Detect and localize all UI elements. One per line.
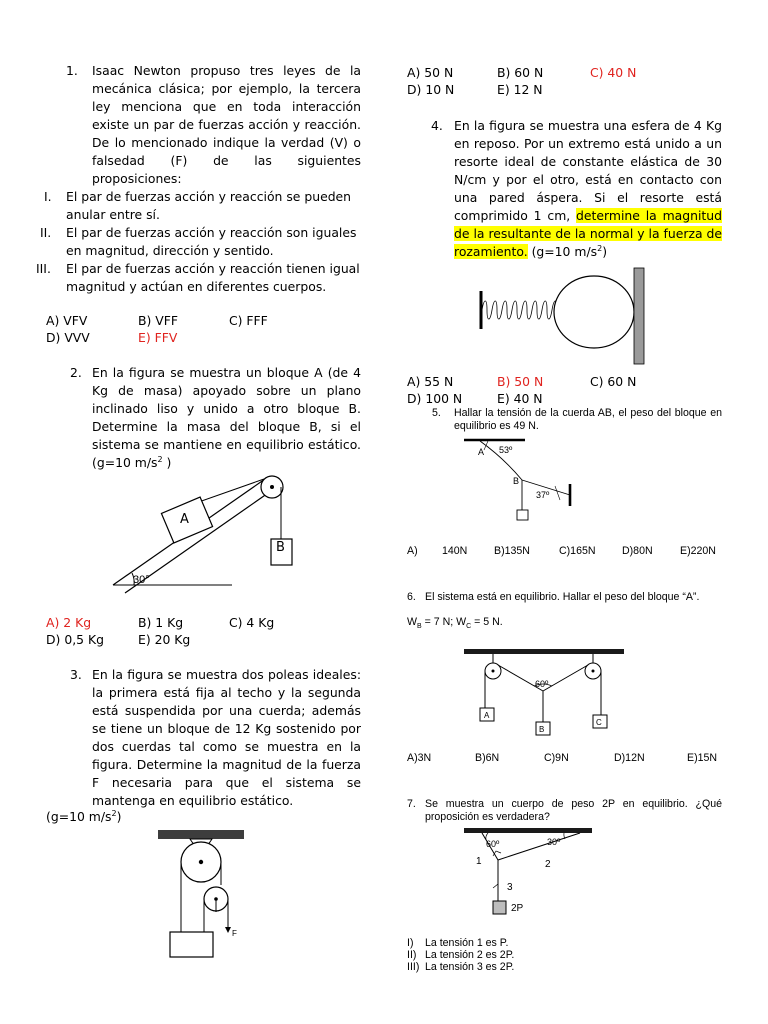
q7-strings-figure	[462, 826, 598, 920]
q7-angle-30: 30º	[547, 837, 561, 847]
q7-prop-2-num: II)	[407, 949, 417, 961]
q6-weights	[407, 616, 503, 629]
q7-block-label: 2P	[511, 903, 524, 914]
q1-prop-3-num: III.	[36, 261, 51, 276]
q1-text: Isaac Newton propuso tres leyes de la mecánica clásica; por ejemplo, la tercera ley menciona que en toda interacción existe un par de fuerzas acción y reacción. De lo mencionado indique la verdad (V) o falsedad (F) de las siguientes proposiciones:	[92, 63, 361, 186]
q2-option-d: D) 0,5 Kg	[46, 632, 104, 647]
q4-text-b: (g=10 m/s	[527, 244, 598, 259]
q7-prop-1: La tensión 1 es P.	[425, 937, 509, 949]
q3-text: En la figura se muestra dos poleas ideales: la primera está fija al techo y la segunda está suspendida por una cuerda; además se tiene un bloque de 12 Kg sostenido por dos cuerdas tal como se muestra en la figura. Determine la magnitud de la fuerza F necesaria para que el sistema se mantenga en equilibrio estático.	[92, 667, 361, 808]
q2-block-a-label: A	[180, 512, 189, 527]
q1-prop-1-num: I.	[44, 189, 52, 204]
q6-text: El sistema está en equilibrio. Hallar el peso del bloque “A”.	[425, 591, 700, 603]
q4-option-c: C) 60 N	[590, 374, 637, 389]
q6-angle-label: 60º	[535, 679, 549, 689]
q5-number: 5.	[432, 407, 441, 419]
q3-option-c-answer: C) 40 N	[590, 65, 637, 80]
q7-number: 7.	[407, 798, 416, 810]
q2-angle-label: 30°	[133, 574, 150, 586]
q2-text: En la figura se muestra un bloque A (de 4 Kg de masa) apoyado sobre un plano inclinado liso y unido a otro bloque B. Determine la masa del bloque B, si el sistema se mantiene en equilibrio estático. (g=10 $m/s^2$ )	[92, 365, 361, 470]
q6-number: 6.	[407, 591, 416, 603]
q6-block-c-label: C	[596, 718, 602, 727]
q1-number: 1.	[66, 63, 78, 78]
q6-block-a-label: A	[484, 711, 490, 720]
q5-option-a-value: 140N	[442, 545, 468, 557]
q7-prop-3: La tensión 3 es 2P.	[425, 961, 515, 973]
q6-option-d: D)12N	[614, 752, 645, 764]
q3-gravity-tail: )	[116, 809, 122, 824]
q1-option-b: B) VFF	[138, 313, 179, 328]
q5-option-e: E)220N	[680, 545, 716, 557]
q4-text-a: En la figura se muestra una esfera de 4 Kg en reposo. Por un extremo está unido a un resorte ideal de constante elástica de 30 N/cm y por el otro, está en contacto con una pared áspera. Si el resorte está comprimido 1 cm,	[454, 118, 722, 223]
q5-angle-53: 53º	[499, 445, 513, 455]
q6-option-e: E)15N	[687, 752, 718, 764]
q2-option-a-answer: A) 2 Kg	[46, 615, 92, 630]
q4-option-d: D) 100 N	[407, 391, 463, 406]
q6-weight-c-sub: C	[466, 623, 472, 631]
q4-sphere-spring-figure	[478, 264, 658, 368]
q2-incline-figure	[108, 466, 288, 590]
q7-prop-2: La tensión 2 es 2P.	[425, 949, 515, 961]
q7-prop-3-num: III)	[407, 961, 420, 973]
q1-option-e-answer: E) FFV	[138, 330, 178, 345]
q3-option-b: B) 60 N	[497, 65, 544, 80]
q2-number: 2.	[70, 365, 82, 380]
q4-option-e: E) 40 N	[497, 391, 543, 406]
q7-angle-60: 60º	[486, 839, 500, 849]
q4-number: 4.	[431, 118, 443, 133]
q3-option-d: D) 10 N	[407, 82, 455, 97]
q5-text: Hallar la tensión de la cuerda AB, el peso del bloque en equilibrio es 49 N.	[454, 407, 722, 432]
q4-text: En la figura se muestra una esfera de 4 Kg en reposo. Por un extremo está unido a un resorte ideal de constante elástica de 30 N/cm y por el otro, está en contacto con una pared áspera. Si el resorte está comprimido 1 cm, determine la magnitud de la resultante de la normal y la fuerza de rozamiento. (g=10 $m/s^2$)	[454, 118, 722, 259]
q3-pulley-figure	[158, 828, 258, 960]
q3-option-a: A) 50 N	[407, 65, 454, 80]
q7-prop-1-num: I)	[407, 937, 414, 949]
q6-weight-b-sub: B	[417, 623, 422, 631]
q6-option-a: A)3N	[407, 752, 432, 764]
q1-prop-3: El par de fuerzas acción y reacción tienen igual magnitud y actúan en diferentes cuerpos.	[66, 261, 360, 294]
q5-option-c: C)165N	[559, 545, 596, 557]
q2-text-main: En la figura se muestra un bloque A (de 4 Kg de masa) apoyado sobre un plano inclinado liso y unido a otro bloque B. Determine la masa del bloque B, si el sistema se mantiene en equilibrio estático. (g=10 m/s	[92, 365, 361, 470]
q2-option-e: E) 20 Kg	[138, 632, 191, 647]
q6-weights-w: W	[407, 616, 417, 628]
q1-option-a: A) VFV	[46, 313, 88, 328]
q3-number: 3.	[70, 667, 82, 682]
q6-weight-c-value: = 5 N.	[471, 616, 503, 628]
q1-prop-2-num: II.	[40, 225, 52, 240]
q5-point-a-label: A	[478, 447, 485, 457]
q2-option-b: B) 1 Kg	[138, 615, 184, 630]
q3-gravity-text: (g=10 m/s	[46, 809, 112, 824]
q3-option-e: E) 12 N	[497, 82, 543, 97]
q7-rope-1-label: 1	[476, 856, 482, 867]
q5-point-b-label: B	[513, 476, 520, 486]
q6-block-b-label: B	[539, 725, 545, 734]
q7-rope-2-label: 2	[545, 859, 551, 870]
q4-text-highlight: determine la magnitud de la resultante de la normal y la fuerza de rozamiento.	[454, 208, 722, 259]
q7-rope-3-label: 3	[507, 882, 513, 893]
q6-option-c: C)9N	[544, 752, 569, 764]
q4-text-tail: )	[602, 244, 608, 259]
q4-option-a: A) 55 N	[407, 374, 454, 389]
q3-force-label: F	[232, 929, 237, 938]
q4-option-b-answer: B) 50 N	[497, 374, 544, 389]
q1-prop-1: El par de fuerzas acción y reacción se pueden anular entre sí.	[66, 189, 352, 222]
q5-option-a: A)	[407, 545, 418, 557]
q6-option-b: B)6N	[475, 752, 500, 764]
q1-option-d: D) VVV	[46, 330, 90, 345]
q7-text: Se muestra un cuerpo de peso 2P en equilibrio. ¿Qué proposición es verdadera?	[425, 798, 722, 823]
q2-option-c: C) 4 Kg	[229, 615, 275, 630]
q5-option-d: D)80N	[622, 545, 653, 557]
q1-prop-2: El par de fuerzas acción y reacción son iguales en magnitud, dirección y sentido.	[66, 225, 357, 258]
q3-gravity: (g=10 $m/s^2$)	[46, 808, 122, 824]
q6-weight-b-value: = 7 N; W	[421, 616, 467, 628]
q5-angle-37: 37º	[536, 490, 550, 500]
q2-block-b-label: B	[276, 540, 285, 555]
q2-text-tail: )	[162, 455, 172, 470]
q5-option-b: B)135N	[494, 545, 530, 557]
q6-pulley-system-figure	[462, 648, 628, 740]
q1-option-c: C) FFF	[229, 313, 268, 328]
